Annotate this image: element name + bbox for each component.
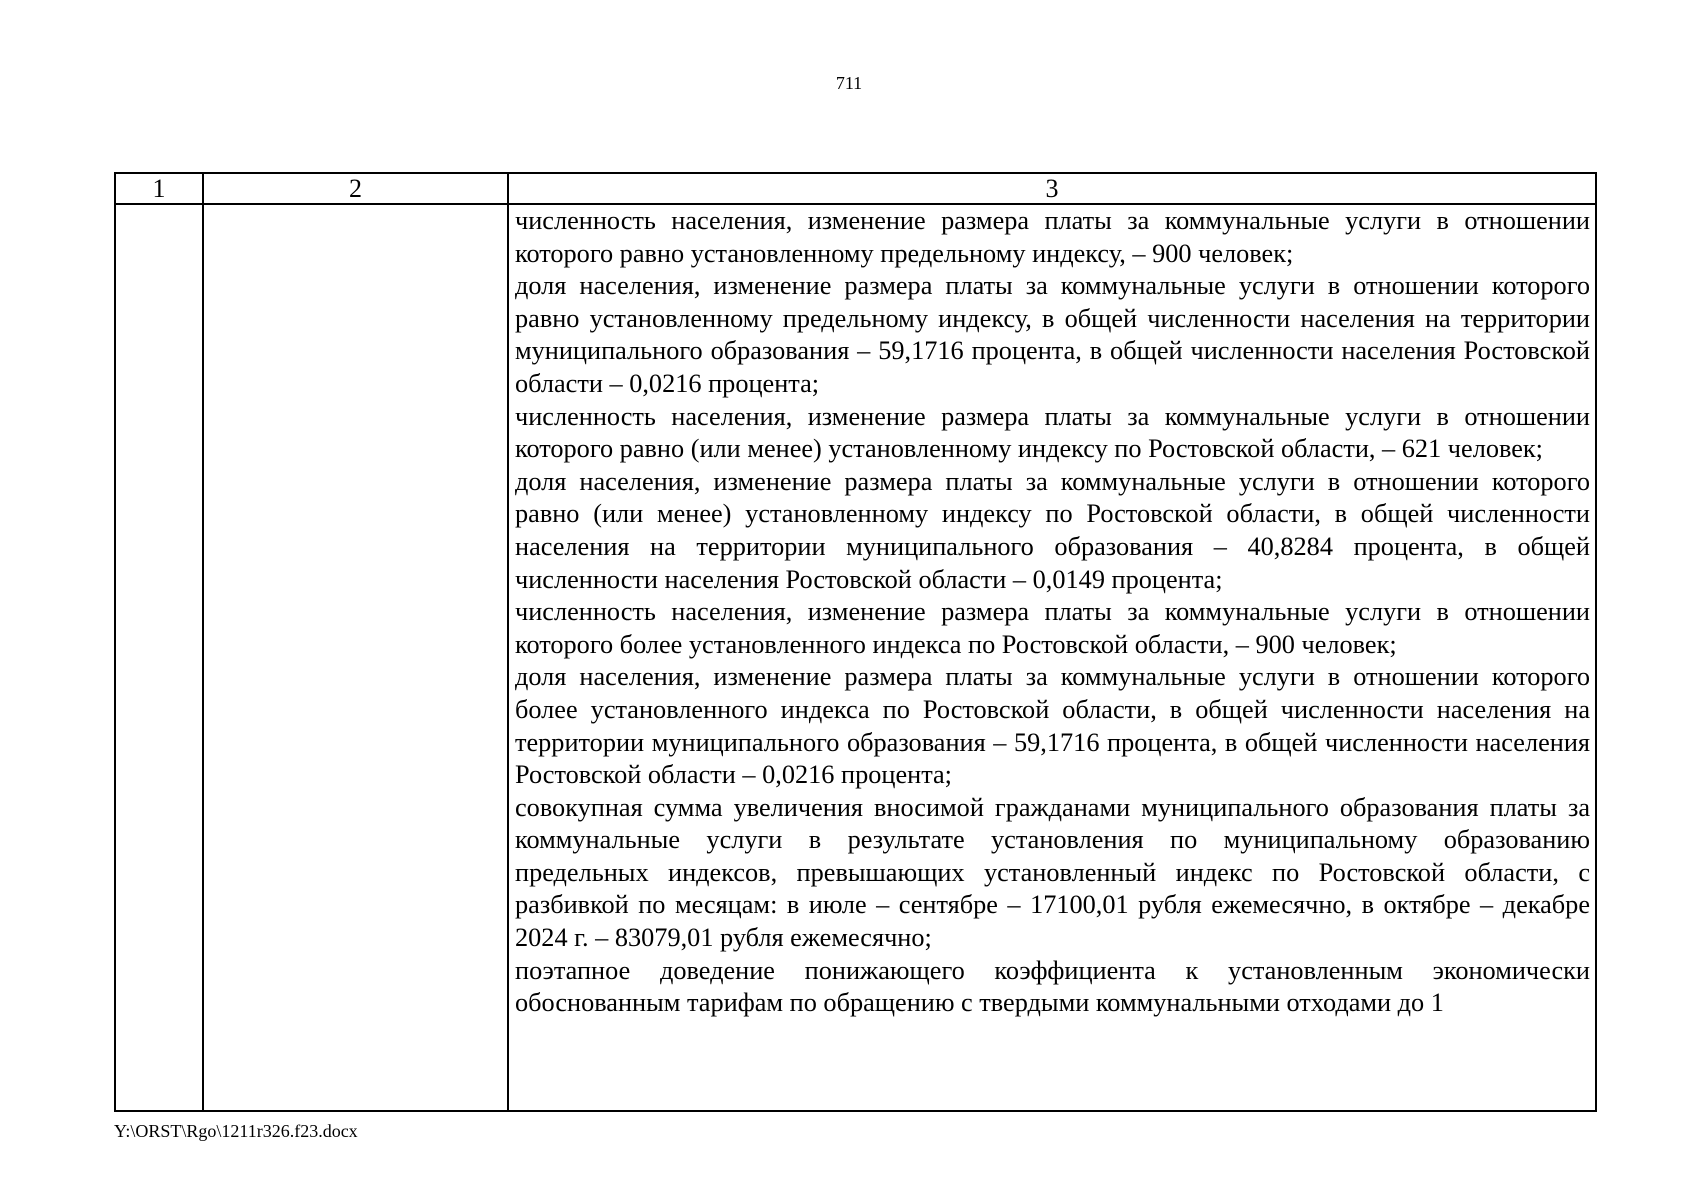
paragraph-share-equal-or-less: доля населения, изменение размера платы за коммунальные услуги в отношении которого равно (или менее) установленному индексу по Ростовской области, в общей численности населения на территории муниципального образования – 40,8284 процента, в общей численности населения Ростовской области – 0,0149 процента; xyxy=(515,466,1590,594)
paragraph-population-more: численность населения, изменение размера платы за коммунальные услуги в отношении которого более установленного индекса по Ростовской области, – 900 человек; xyxy=(515,597,1590,659)
cell-col-3 xyxy=(508,204,1596,1111)
paragraph-population-equal-index: численность населения, изменение размера платы за коммунальные услуги в отношении которого равно установленному предельному индексу, – 900 человек; xyxy=(515,206,1590,268)
paragraph-reducing-coefficient: поэтапное доведение понижающего коэффициента к установленным экономически обоснованным тарифам по обращению с твердыми коммунальными отходами до 1 xyxy=(515,955,1590,1018)
table-header-row xyxy=(115,173,1596,204)
paragraph-share-equal-index: доля населения, изменение размера платы за коммунальные услуги в отношении которого равно установленному предельному индексу, в общей численности населения на территории муниципального образования – 59,1716 процента, в общей численности населения Ростовской области – 0,0216 процента; xyxy=(515,271,1590,398)
page-number: 711 xyxy=(835,73,863,93)
paragraph-population-equal-or-less: численность населения, изменение размера платы за коммунальные услуги в отношении которого равно (или менее) установленному индексу по Ростовской области, – 621 человек; xyxy=(515,401,1590,464)
header-cell-2: 2 xyxy=(203,173,508,204)
cell-col-2 xyxy=(203,204,508,1111)
main-table xyxy=(114,172,1597,1112)
table-row xyxy=(115,204,1596,1111)
cell-col-1 xyxy=(115,204,203,1111)
paragraph-share-more: доля населения, изменение размера платы за коммунальные услуги в отношении которого более установленного индекса по Ростовской области, в общей численности населения на территории муниципального образования – 59,1716 процента, в общей численности населения Ростовской области – 0,0216 процента; xyxy=(515,662,1590,790)
footer-file-path: Y:\ORST\Rgo\1211r326.f23.docx xyxy=(114,1121,358,1141)
header-cell-1: 1 xyxy=(115,173,203,204)
paragraph-total-increase: совокупная сумма увеличения вносимой гражданами муниципального образования платы за коммунальные услуги в результате установления по муниципальному образованию предельных индексов, превышающих установленный индекс по Ростовской области, с разбивкой по месяцам: в июле – сентябре – 17100,01 рубля ежемесячно, в октябре – декабре 2024 г. – 83079,01 рубля ежемесячно; xyxy=(515,792,1590,953)
header-cell-3: 3 xyxy=(508,173,1596,204)
cell-text-block xyxy=(509,205,1595,1020)
